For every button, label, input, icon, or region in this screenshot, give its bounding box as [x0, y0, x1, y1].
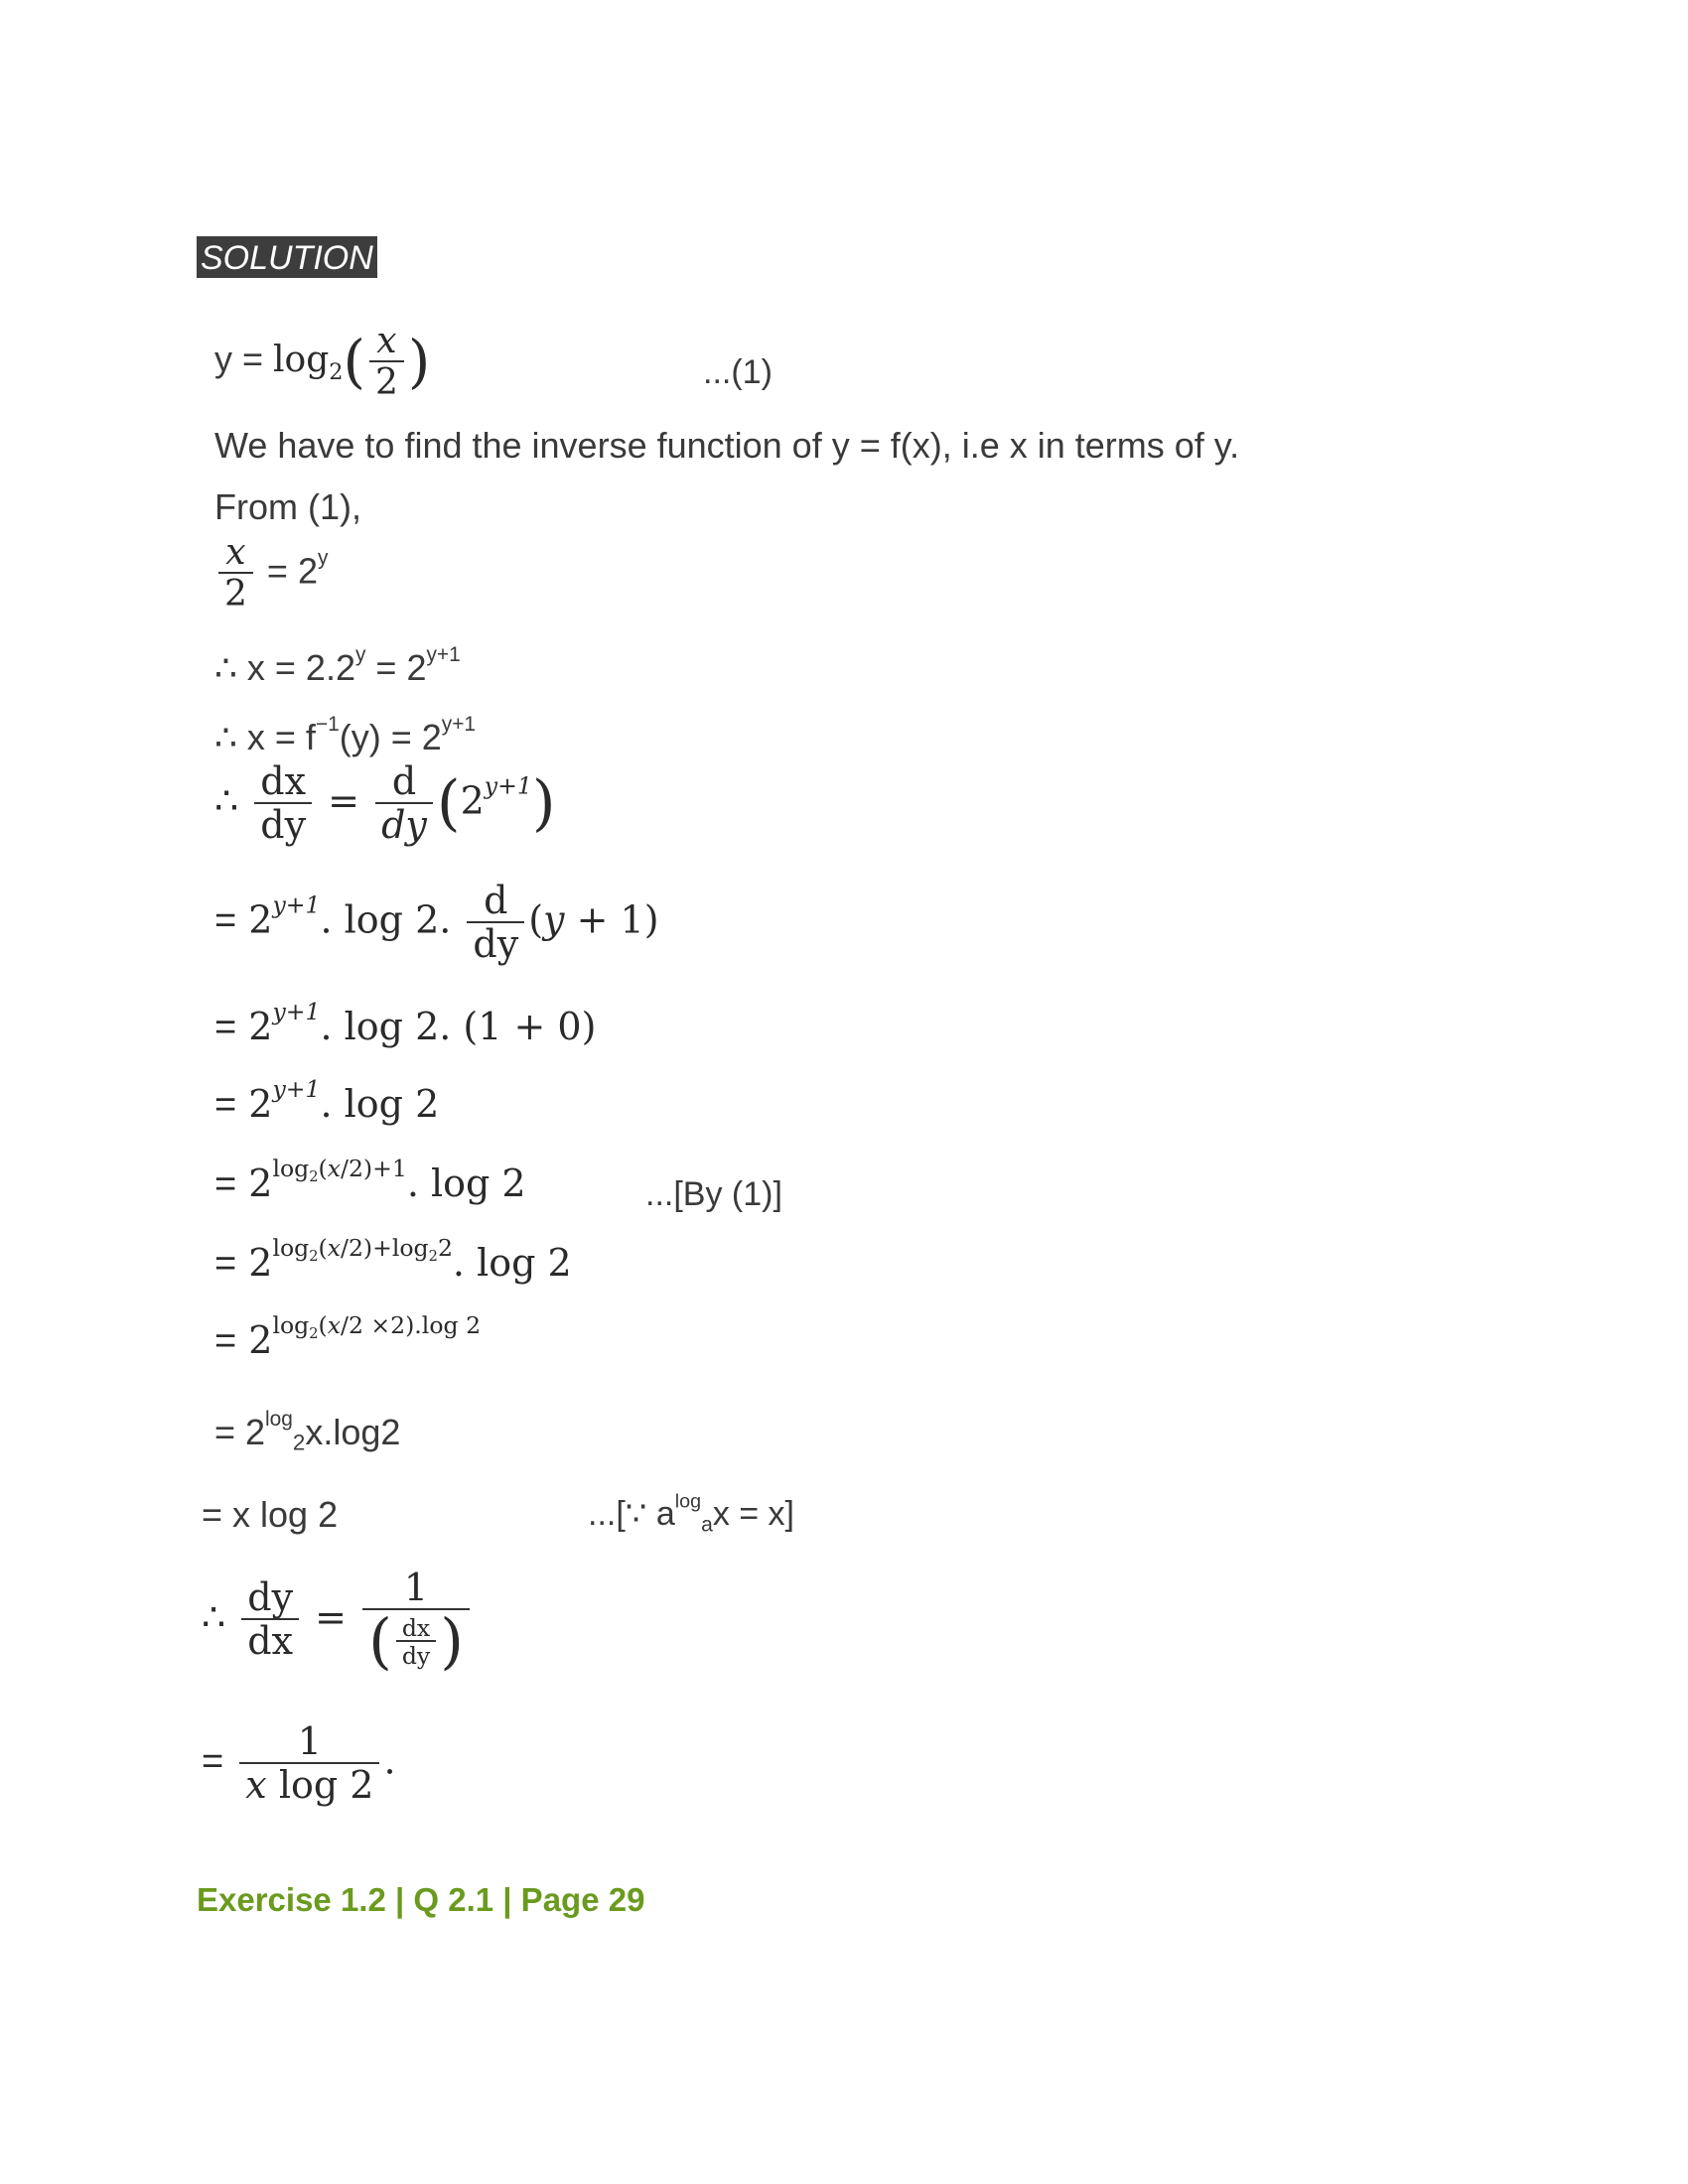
- equation-3-exp-a: y: [354, 643, 366, 667]
- equation-12: [214, 1408, 401, 1456]
- equation-7: = $2^{y+1}$. log 2. (1 + 0): [214, 997, 597, 1048]
- equation-4-exp-b: y+1: [441, 713, 477, 737]
- equation-13-ref-exp: log: [674, 1490, 702, 1513]
- equation-6: = $2^{y+1}$. log 2. $\frac{d}{dy}$ (y + 1): [214, 879, 659, 966]
- equation-2-fraction: $\frac{x}{2}$: [218, 534, 253, 614]
- exercise-reference-link[interactable]: Exercise 1.2 | Q 2.1 | Page 29: [197, 1881, 645, 1918]
- equation-9-ref: ...[By (1)]: [645, 1175, 782, 1213]
- equation-2-exp: y: [317, 546, 329, 570]
- equation-3-exp-b: y+1: [426, 643, 461, 667]
- equation-13-ref-sub: a: [701, 1513, 713, 1537]
- equation-4: [214, 713, 477, 758]
- equation-12-base: = 2: [214, 1412, 266, 1452]
- equation-14: ∴ $\frac{dy}{dx}$ = 1 ( $\frac{dx}{dy}$ ): [202, 1569, 474, 1673]
- equation-13-ref-a: ...[∵ a: [588, 1495, 675, 1533]
- equation-1-ref: ...(1): [703, 353, 773, 391]
- equation-11: = $2^{log_2(x/2 \times 2).log 2}$: [214, 1310, 482, 1362]
- equation-1-lhs: y =: [214, 338, 274, 379]
- equation-10: = $2^{log_2(x/2)+log_22}$. log 2: [214, 1233, 572, 1285]
- statement-from-1: From (1),: [214, 486, 361, 527]
- equation-3-part-b: = 2: [365, 647, 427, 688]
- equation-3-part-a: ∴ x = 2.2: [214, 647, 355, 688]
- equation-2: [214, 534, 328, 614]
- equation-13: = x log 2: [202, 1494, 339, 1535]
- equation-3: [214, 643, 461, 689]
- equation-4-exp-a: −1: [315, 713, 340, 737]
- equation-8: = $2^{y+1}$. log 2: [214, 1074, 440, 1126]
- equation-1: [214, 323, 430, 402]
- equation-1-rhs: $\log_2$( $\frac{x}{2}$ ): [273, 321, 431, 403]
- statement-inverse: We have to find the inverse function of y = f(x), i.e x in terms of y.: [214, 425, 1240, 466]
- equation-5: ∴ $\frac{dx}{dy}$ = $\frac{d}{dy}$ $(2^{y+1})$: [214, 759, 556, 847]
- solution-badge: SOLUTION: [197, 236, 377, 278]
- equation-2-rhs: = 2: [266, 550, 318, 592]
- equation-13-ref: [588, 1490, 795, 1537]
- equation-4-part-a: ∴ x = f: [214, 717, 316, 757]
- equation-13-ref-b: x = x]: [712, 1495, 795, 1533]
- equation-9: = $2^{log_2(x/2)+1}$. log 2: [214, 1154, 526, 1205]
- equation-15: = $\frac{1}{\text{x log 2}}$ .: [202, 1719, 396, 1807]
- equation-12-tail: x.log2: [305, 1412, 401, 1452]
- equation-12-sub: 2: [292, 1430, 306, 1455]
- equation-4-part-b: (y) = 2: [339, 717, 442, 757]
- equation-12-exp: log: [265, 1408, 293, 1432]
